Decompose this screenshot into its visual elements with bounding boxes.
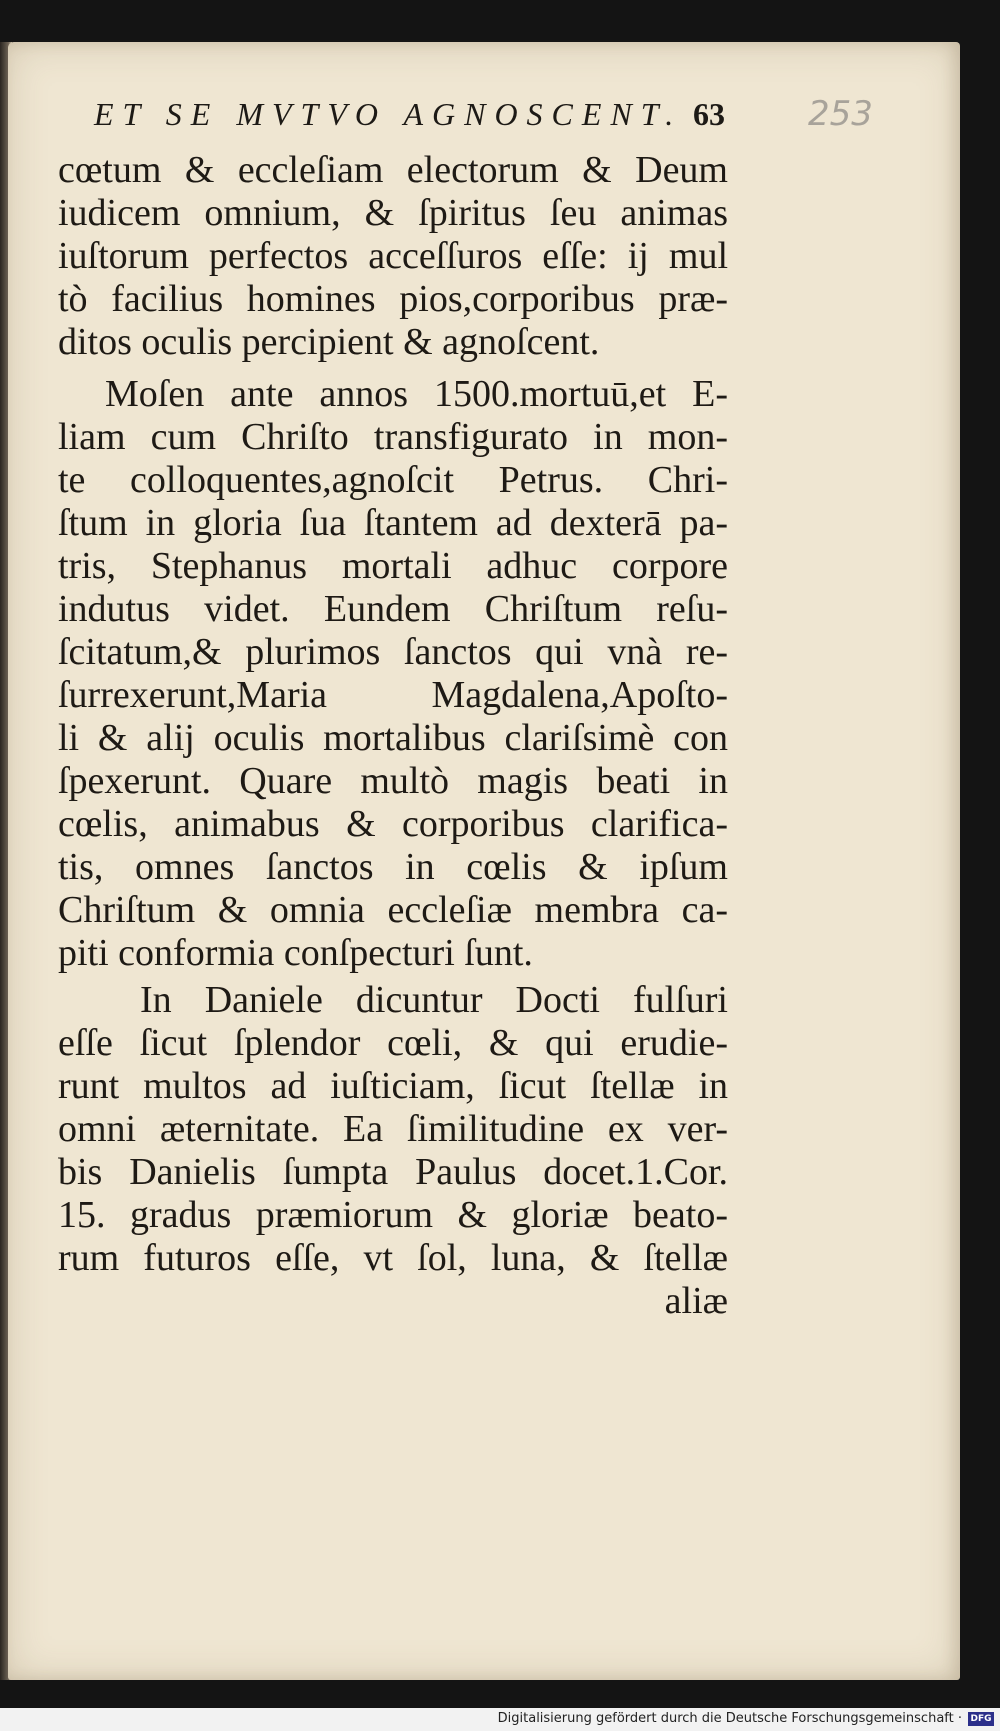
text-line: runt multos ad iuſticiam, ſicut ſtellæ in xyxy=(58,1065,728,1107)
text-line: indutus videt. Eundem Chriſtum reſu- xyxy=(58,588,728,630)
text-line: cœlis, animabus & corporibus clarifica- xyxy=(58,803,728,845)
text-line: iuſtorum perfectos acceſſuros eſſe: ij mul xyxy=(58,235,728,277)
text-line: li & alij oculis mortalibus clariſsimè con xyxy=(58,717,728,759)
text-line: iudicem omnium, & ſpiritus ſeu animas xyxy=(58,192,728,234)
text-line: eſſe ſicut ſplendor cœli, & qui erudie- xyxy=(58,1022,728,1064)
text-line: ſcitatum,& plurimos ſanctos qui vnà re- xyxy=(58,631,728,673)
text-line: Moſen ante annos 1500.mortuū,et E- xyxy=(105,373,728,415)
text-line: ſurrexerunt,Maria Magdalena,Apoſto- xyxy=(58,674,728,716)
text-line: 15. gradus præmiorum & gloriæ beato- xyxy=(58,1194,728,1236)
text-line: omni æternitate. Ea ſimilitudine ex ver- xyxy=(58,1108,728,1150)
text-line: ditos oculis percipient & agnoſcent. xyxy=(58,321,600,363)
dfg-logo: DFG xyxy=(968,1712,994,1726)
page-number: 63 xyxy=(693,96,725,132)
text-line: ſtum in gloria ſua ſtantem ad dexterā pa- xyxy=(58,502,728,544)
text-line: Chriſtum & omnia eccleſiæ membra ca- xyxy=(58,889,728,931)
text-line: In Daniele dicuntur Docti fulſuri xyxy=(140,979,728,1021)
catchword: aliæ xyxy=(664,1280,728,1322)
text-line: tris, Stephanus mortali adhuc corpore xyxy=(58,545,728,587)
running-head: ET SE MVTVO AGNOSCENT. xyxy=(94,96,683,132)
text-line: piti conformia conſpecturi ſunt. xyxy=(58,932,533,974)
pencil-annotation: 253 xyxy=(808,94,873,134)
text-line: liam cum Chriſto transfigurato in mon- xyxy=(58,416,728,458)
text-line: rum futuros eſſe, vt ſol, luna, & ſtellæ xyxy=(58,1237,728,1279)
text-line: cœtum & eccleſiam electorum & Deum xyxy=(58,149,728,191)
text-line: te colloquentes,agnoſcit Petrus. Chri- xyxy=(58,459,728,501)
text-line: tò facilius homines pios,corporibus præ- xyxy=(58,278,728,320)
text-line: tis, omnes ſanctos in cœlis & ipſum xyxy=(58,846,728,888)
text-line: ſpexerunt. Quare multò magis beati in xyxy=(58,760,728,802)
footer-credit: Digitalisierung gefördert durch die Deutsche Forschungsgemeinschaft · xyxy=(497,1711,962,1726)
text-line: bis Danielis ſumpta Paulus docet.1.Cor. xyxy=(58,1151,728,1193)
digitization-footer xyxy=(0,1708,1000,1731)
